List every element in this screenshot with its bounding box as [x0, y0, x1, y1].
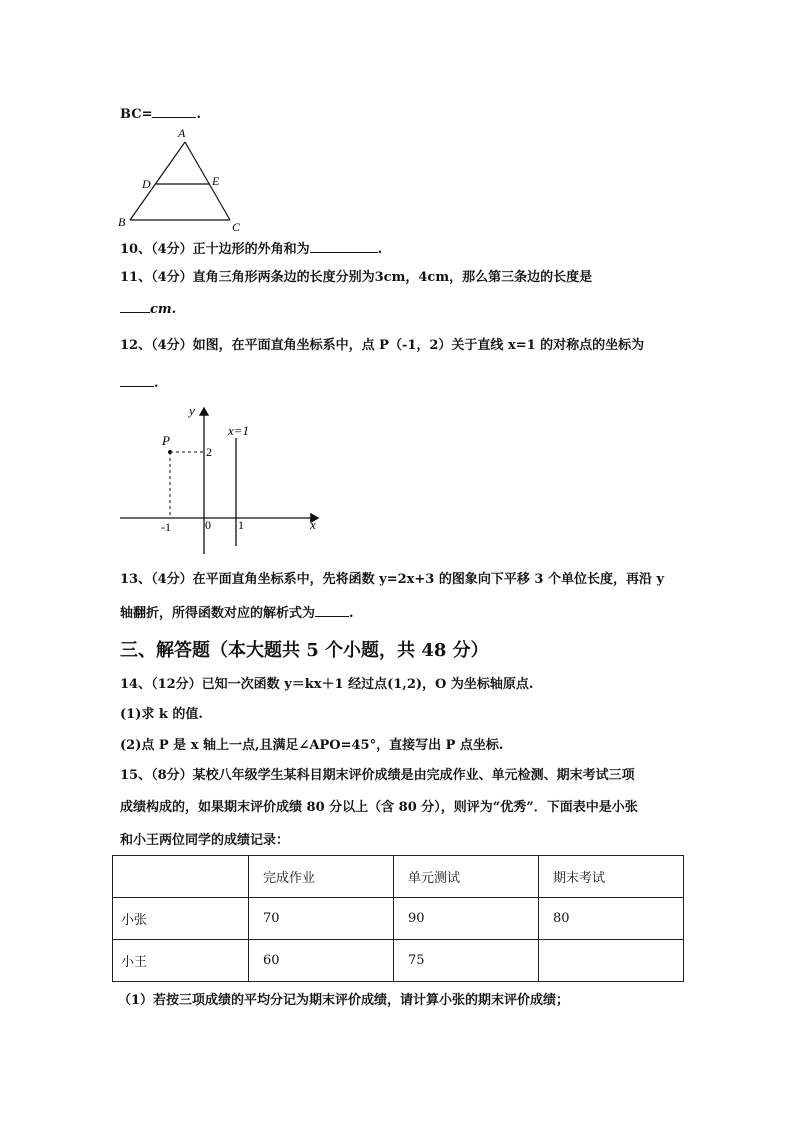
table-row: [113, 898, 684, 940]
coordinate-figure: [110, 398, 330, 558]
table-cell: 80: [539, 898, 684, 940]
answer-blank[interactable]: [120, 299, 150, 313]
table-cell: [539, 940, 684, 982]
question-14-part1: (1)求 k 的值.: [120, 707, 203, 722]
question-13-line1: 13、（4分）在平面直角坐标系中，先将函数 y=2x+3 的图象向下平移 3 个单位长度，再沿 y: [120, 572, 665, 587]
label-c: C: [232, 220, 241, 234]
q9-tail: BC= .: [120, 104, 201, 124]
section-3-heading: 三、解答题（本大题共 5 个小题，共 48 分）: [120, 640, 489, 661]
label-e: E: [212, 174, 220, 188]
question-14-part2: (2)点 P 是 x 轴上一点,且满足∠APO=45°，直接写出 P 点坐标.: [120, 738, 504, 753]
table-cell: 60: [249, 940, 394, 982]
table-cell: 90: [394, 898, 539, 940]
table-header-cell: 单元测试: [394, 856, 539, 898]
tick-neg1: -1: [161, 520, 171, 534]
student-name: 小张: [113, 898, 249, 940]
side-ab: [130, 142, 185, 220]
label-d: D: [142, 177, 151, 191]
triangle-figure: [110, 124, 270, 236]
question-14: 14、（12分）已知一次函数 y＝kx＋1 经过点(1,2)，O 为坐标轴原点.: [120, 677, 534, 692]
p-label: P: [162, 433, 170, 448]
question-15-line3: 和小王两位同学的成绩记录：: [120, 833, 290, 848]
x-label: x: [310, 517, 316, 532]
score-table: [112, 855, 684, 982]
tick-0: 0: [205, 518, 211, 532]
question-11-cont: cm.: [120, 299, 176, 319]
tick-2: 2: [206, 445, 212, 459]
point-p: [168, 450, 172, 454]
table-header-cell: [113, 856, 249, 898]
answer-blank[interactable]: [152, 104, 196, 118]
question-15-line2: 成绩构成的，如果期末评价成绩 80 分以上（含 80 分），则评为“优秀”．下面表中是小张: [120, 800, 638, 815]
label-b: B: [118, 215, 126, 229]
table-cell: 70: [249, 898, 394, 940]
question-12-cont: .: [120, 373, 159, 393]
side-ac: [185, 142, 230, 220]
table-header-cell: 期末考试: [539, 856, 684, 898]
question-11: 11、（4分）直角三角形两条边的长度分别为3cm，4cm，那么第三条边的长度是: [120, 270, 593, 285]
label-a: A: [178, 126, 186, 140]
student-name: 小王: [113, 940, 249, 982]
line-label: x=1: [228, 423, 250, 438]
question-13-line2: 轴翻折，所得函数对应的解析式为 .: [120, 603, 354, 623]
table-header-cell: 完成作业: [249, 856, 394, 898]
table-row: [113, 940, 684, 982]
y-label: y: [189, 403, 195, 418]
question-10: 10、（4分）正十边形的外角和为 .: [120, 239, 382, 259]
answer-blank[interactable]: [315, 603, 349, 617]
question-15-part1: （1）若按三项成绩的平均分记为期末评价成绩，请计算小张的期末评价成绩；: [118, 993, 570, 1008]
answer-blank[interactable]: [120, 373, 154, 387]
question-15-line1: 15、（8分）某校八年级学生某科目期末评价成绩是由完成作业、单元检测、期末考试三项: [120, 768, 635, 783]
tick-1: 1: [238, 518, 244, 532]
table-cell: 75: [394, 940, 539, 982]
answer-blank[interactable]: [310, 239, 378, 253]
table-header-row: [113, 856, 684, 898]
question-12: 12、（4分）如图，在平面直角坐标系中，点 P（-1，2）关于直线 x=1 的对称点的坐标为: [120, 338, 645, 353]
